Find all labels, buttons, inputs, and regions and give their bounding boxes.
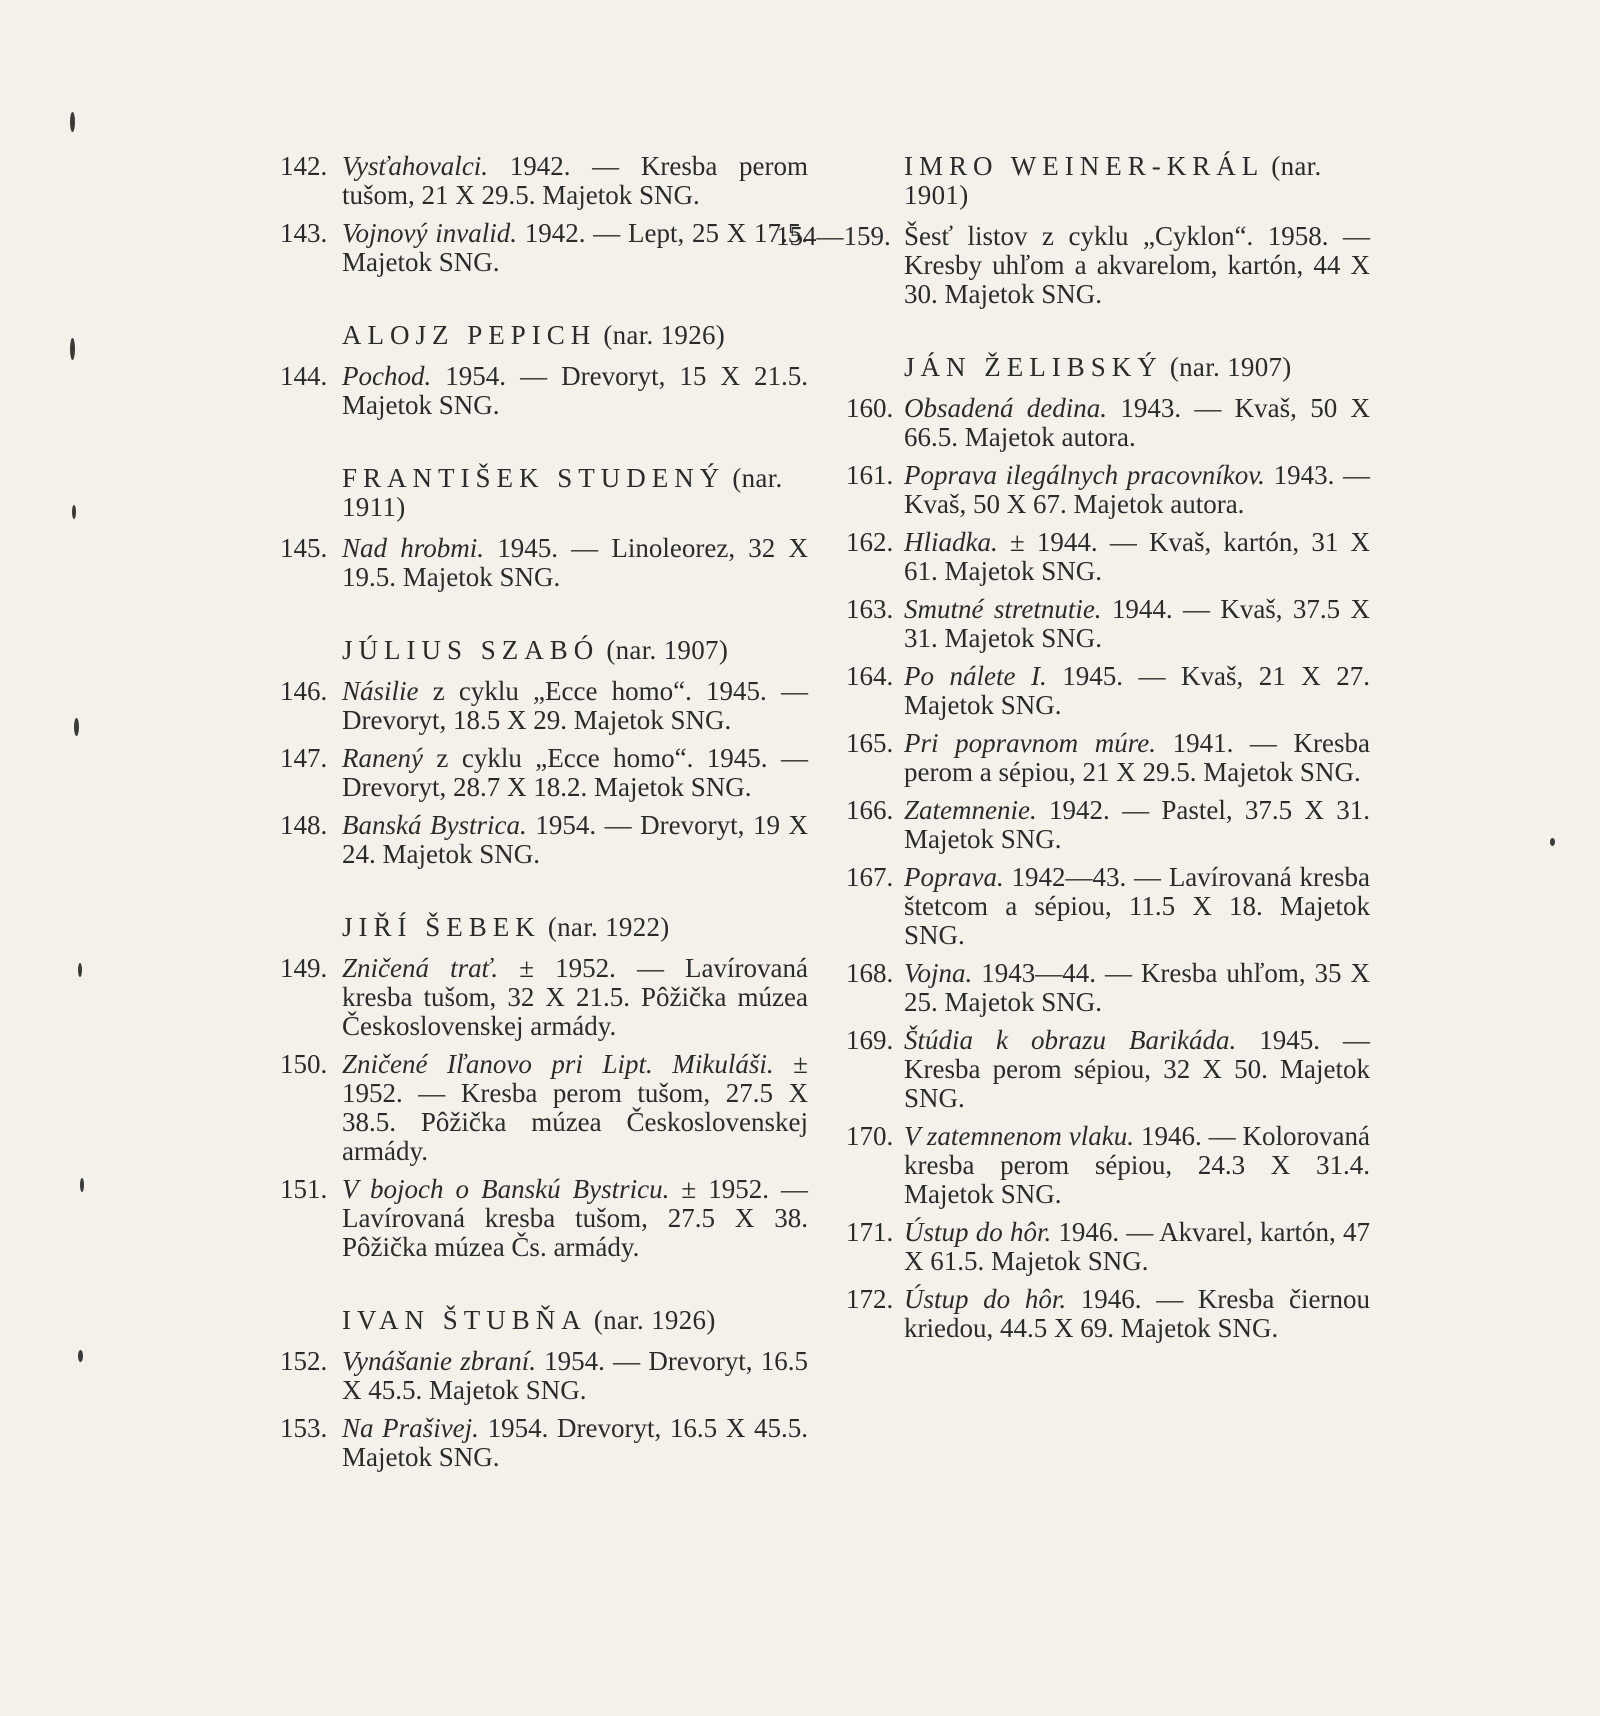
entry-title: Ústup do hôr. [904,1217,1052,1247]
artist-heading [904,353,1370,382]
catalog-entry [846,461,1370,519]
entry-text [904,394,1370,452]
entry-number: 165. [846,728,894,758]
artist-heading [342,913,808,942]
entry-number: 152. [280,1346,328,1376]
entry-text [904,1122,1370,1209]
entry-title: Zatemnenie. [904,795,1037,825]
entry-details: ± 1952. — Lavírovaná kresba tušom, 27.5 X 38. Pôžička múzea Čs. armády. [342,1174,808,1262]
entry-text [342,1050,808,1166]
artist-name: FRANTIŠEK STUDENÝ [342,463,726,493]
catalog-entry [846,394,1370,452]
entry-text [904,528,1370,586]
entry-details: ± 1952. — Kresba perom tušom, 27.5 X 38.5. Pôžička múzea Československej armády. [342,1049,808,1166]
entry-number: 153. [280,1413,328,1443]
entry-number: 166. [846,795,894,825]
entry-number: 151. [280,1174,328,1204]
entry-details: ± 1944. — Kvaš, kartón, 31 X 61. Majetok SNG. [904,527,1370,586]
catalog-entry [846,1122,1370,1209]
entry-text [904,863,1370,950]
entry-text [342,534,808,592]
entry-title: Ranený [342,743,423,773]
catalog-entry [280,219,808,277]
artist-birth: (nar. 1926) [603,320,726,350]
entry-title: Násilie [342,676,419,706]
entry-number: 149. [280,953,328,983]
scan-mark [78,1350,83,1362]
catalog-entry [846,863,1370,950]
entry-text [904,222,1370,309]
entry-text [342,811,808,869]
entry-title: Vojna. [904,958,973,988]
artist-name: JÚLIUS SZABÓ [342,635,600,665]
entry-text [342,1175,808,1262]
entry-title: Ústup do hôr. [904,1284,1067,1314]
catalog-entry [280,1175,808,1262]
entry-details: 1946. — Akvarel, kartón, 47 X 61.5. Majetok SNG. [904,1217,1370,1276]
entry-title: Vysťahovalci. [342,151,489,181]
catalog-entry [846,1218,1370,1276]
artist-name: IMRO WEINER-KRÁL [904,151,1265,181]
entry-text [342,1414,808,1472]
entry-text [904,1218,1370,1276]
scan-mark [70,112,75,132]
catalog-entry [280,811,808,869]
entry-number: 161. [846,460,894,490]
entry-details: z cyklu „Ecce homo“. 1945. — Drevoryt, 28.7 X 18.2. Majetok SNG. [342,743,808,802]
artist-birth: (nar. 1911) [342,463,783,522]
entry-title: Po nálete I. [904,661,1047,691]
catalog-entry [280,677,808,735]
entry-text [342,954,808,1041]
entry-number: 164. [846,661,894,691]
entry-text [904,729,1370,787]
entry-number: 145. [280,533,328,563]
artist-heading [342,1306,808,1335]
catalog-entry [280,1050,808,1166]
entry-text [342,152,808,210]
catalog-entry [846,959,1370,1017]
entry-number: 150. [280,1049,328,1079]
scan-mark [1550,838,1555,846]
entry-title: Zničená trať. [342,953,499,983]
entry-number: 167. [846,862,894,892]
left-column [280,152,808,1481]
artist-birth: (nar. 1901) [904,151,1322,210]
scan-mark [78,963,82,977]
entry-text [342,362,808,420]
entry-details: 1942. — Pastel, 37.5 X 31. Majetok SNG. [904,795,1370,854]
entry-number: 144. [280,361,328,391]
catalog-entry [280,744,808,802]
entry-text [904,461,1370,519]
artist-birth: (nar. 1922) [547,912,670,942]
right-column [776,151,1370,1352]
entry-number: 168. [846,958,894,988]
entry-details: 1954. — Drevoryt, 16.5 X 45.5. Majetok SNG. [342,1346,808,1405]
artist-heading [342,636,808,665]
entry-title: Na Prašivej. [342,1413,479,1443]
entry-title: Smutné stretnutie. [904,594,1102,624]
entry-text [904,662,1370,720]
entry-details: 1945. — Linoleorez, 32 X 19.5. Majetok SNG. [342,533,809,592]
entry-title: Vojnový invalid. [342,218,517,248]
catalog-entry [846,1285,1370,1343]
scan-mark [80,1178,84,1192]
entry-title: V zatemnenom vlaku. [904,1121,1135,1151]
artist-birth: (nar. 1926) [593,1305,716,1335]
entry-title: Nad hrobmi. [342,533,484,563]
artist-name: ALOJZ PEPICH [342,320,597,350]
artist-name: JIŘÍ ŠEBEK [342,912,541,942]
catalog-entry [846,1026,1370,1113]
catalog-entry [280,1347,808,1405]
entry-number: 142. [280,151,328,181]
entry-details: 1941. — Kresba perom a sépiou, 21 X 29.5. Majetok SNG. [904,728,1370,787]
entry-title: Banská Bystrica. [342,810,527,840]
entry-text [904,959,1370,1017]
entry-number: 143. [280,218,328,248]
catalog-entry [280,534,808,592]
entry-details: 1945. — Kresba perom sépiou, 32 X 50. Majetok SNG. [904,1025,1370,1113]
entry-text [904,1026,1370,1113]
catalog-entry [846,662,1370,720]
entry-number: 160. [846,393,894,423]
entry-details: 1942. — Lept, 25 X 17.5. Majetok SNG. [342,218,808,277]
artist-name: JÁN ŽELIBSKÝ [904,352,1163,382]
catalog-entry [280,954,808,1041]
entry-number: 154—159. [776,221,891,251]
artist-name: IVAN ŠTUBŇA [342,1305,587,1335]
entry-text [904,1285,1370,1343]
scan-mark [70,338,75,360]
entry-details: 1943—44. — Kresba uhľom, 35 X 25. Majetok SNG. [904,958,1370,1017]
entry-number: 172. [846,1284,894,1314]
entry-title: Pri popravnom múre. [904,728,1156,758]
entry-details: 1946. — Kolorovaná kresba perom sépiou, 24.3 X 31.4. Majetok SNG. [904,1121,1370,1209]
catalog-entry [280,362,808,420]
entry-details: 1954. — Drevoryt, 15 X 21.5. Majetok SNG. [342,361,808,420]
entry-details: 1946. — Kresba čiernou kriedou, 44.5 X 69. Majetok SNG. [904,1284,1370,1343]
entry-details: 1942—43. — Lavírovaná kresba štetcom a sépiou, 11.5 X 18. Majetok SNG. [904,862,1370,950]
scan-mark [72,505,76,519]
entry-number: 169. [846,1025,894,1055]
artist-heading [904,152,1370,210]
entry-number: 146. [280,676,328,706]
entry-details: Šesť listov z cyklu „Cyklon“. 1958. — Kresby uhľom a akvarelom, kartón, 44 X 30. Majetok SNG. [904,221,1370,309]
entry-details: 1944. — Kvaš, 37.5 X 31. Majetok SNG. [904,594,1370,653]
entry-text [342,1347,808,1405]
entry-title: Obsadená dedina. [904,393,1108,423]
entry-number: 162. [846,527,894,557]
entry-details: 1943. — Kvaš, 50 X 66.5. Majetok autora. [904,393,1370,452]
entry-text [342,219,808,277]
catalog-entry [846,796,1370,854]
artist-birth: (nar. 1907) [606,635,729,665]
entry-title: Pochod. [342,361,432,391]
entry-title: Hliadka. [904,527,998,557]
entry-details: z cyklu „Ecce homo“. 1945. — Drevoryt, 18.5 X 29. Majetok SNG. [342,676,808,735]
entry-number: 148. [280,810,328,840]
entry-text [904,796,1370,854]
catalog-entry [280,152,808,210]
artist-heading [342,464,808,522]
entry-number: 163. [846,594,894,624]
entry-title: Poprava. [904,862,1004,892]
catalog-entry [280,1414,808,1472]
catalog-entry [846,528,1370,586]
entry-title: Štúdia k obrazu Barikáda. [904,1025,1237,1055]
catalog-entry [776,221,1370,309]
entry-details: ± 1952. — Lavírovaná kresba tušom, 32 X 21.5. Pôžička múzea Československej armády. [342,953,808,1041]
entry-details: 1945. — Kvaš, 21 X 27. Majetok SNG. [904,661,1370,720]
catalog-entry [846,729,1370,787]
entry-title: Vynášanie zbraní. [342,1346,536,1376]
entry-title: Zničené Iľanovo pri Lipt. Mikuláši. [342,1049,774,1079]
entry-details: 1942. — Kresba perom tušom, 21 X 29.5. Majetok SNG. [342,151,808,210]
entry-details: 1943. — Kvaš, 50 X 67. Majetok autora. [904,460,1370,519]
artist-heading [342,321,808,350]
entry-details: 1954. Drevoryt, 16.5 X 45.5. Majetok SNG. [342,1413,808,1472]
entry-number: 147. [280,743,328,773]
artist-birth: (nar. 1907) [1169,352,1292,382]
entry-number: 171. [846,1217,894,1247]
entry-text [342,744,808,802]
entry-details: 1954. — Drevoryt, 19 X 24. Majetok SNG. [342,810,808,869]
catalog-entry [846,595,1370,653]
entry-title: V bojoch o Banskú Bystricu. [342,1174,670,1204]
scan-mark [74,718,79,736]
entry-text [342,677,808,735]
entry-text [904,595,1370,653]
entry-title: Poprava ilegálnych pracovníkov. [904,460,1265,490]
entry-number: 170. [846,1121,894,1151]
